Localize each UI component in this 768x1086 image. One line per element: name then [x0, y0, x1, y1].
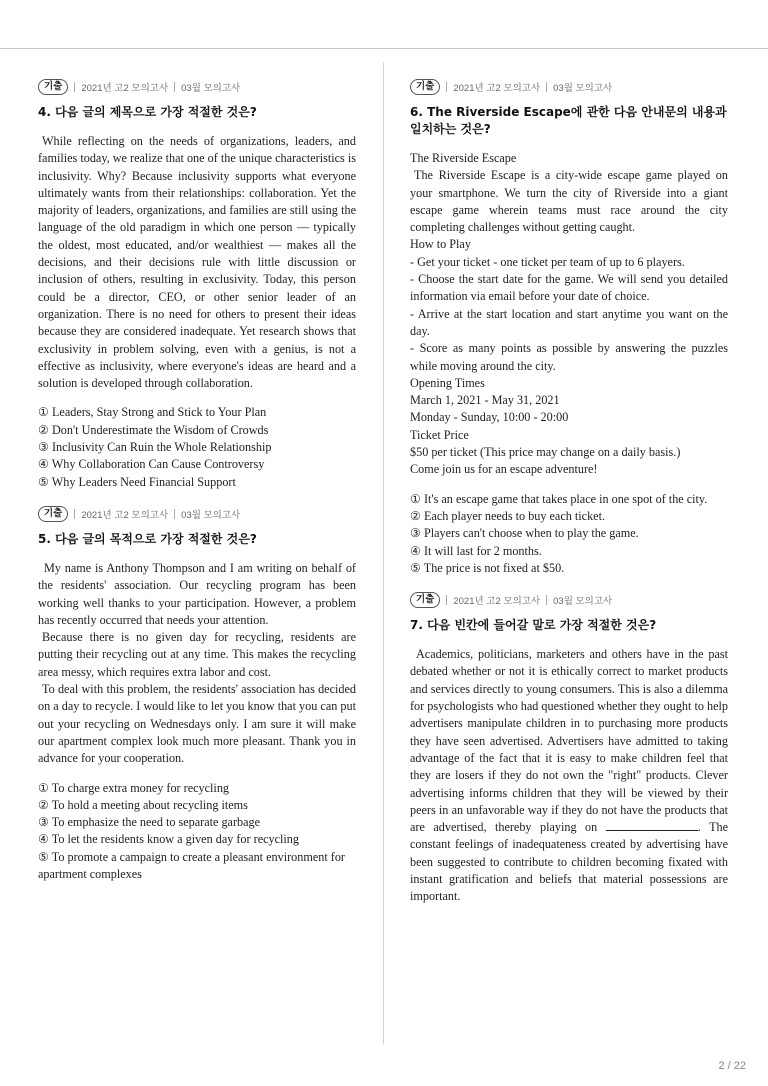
- meta-separator: [74, 82, 75, 92]
- option-1[interactable]: ① To charge extra money for recycling: [38, 780, 230, 795]
- how-to-play-item: - Score as many points as possible by answering the puzzles while moving around the city.: [410, 341, 728, 373]
- option-3[interactable]: ③ Players can't choose when to play the game.: [410, 526, 639, 541]
- question-title: 6. The Riverside Escape에 관한 다음 안내문의 내용과 일치하는 것은?: [410, 105, 727, 136]
- meta-separator: [74, 509, 75, 519]
- exam-year: 2021년 고2 모의고사: [81, 509, 169, 521]
- invitation-text: Come join us for an escape adventure!: [410, 462, 598, 477]
- meta-separator: [446, 595, 447, 605]
- question-meta: [410, 591, 728, 609]
- option-2[interactable]: ② Don't Underestimate the Wisdom of Crowds: [38, 422, 269, 437]
- question-meta: [410, 78, 728, 96]
- ticket-price-heading: Ticket Price: [410, 427, 469, 442]
- question-6: [410, 78, 728, 577]
- question-meta: [38, 78, 356, 96]
- option-4[interactable]: ④ To let the residents know a given day for recycling: [38, 832, 299, 847]
- exam-year: 2021년 고2 모의고사: [81, 83, 169, 94]
- option-4[interactable]: ④ Why Collaboration Can Cause Controversy: [38, 457, 265, 472]
- option-2[interactable]: ② Each player needs to buy each ticket.: [410, 508, 606, 523]
- option-3[interactable]: ③ To emphasize the need to separate garbage: [38, 815, 261, 830]
- option-4[interactable]: ④ It will last for 2 months.: [410, 543, 542, 558]
- left-column: [38, 78, 356, 897]
- question-title: 7. 다음 빈칸에 들어갈 말로 가장 적절한 것은?: [410, 618, 657, 633]
- how-to-play-item: - Choose the start date for the game. We will send you detailed information via email before your date of choice.: [410, 272, 728, 304]
- opening-hours: Monday - Sunday, 10:00 - 20:00: [410, 410, 569, 425]
- notice-heading: The Riverside Escape: [410, 151, 517, 165]
- question-7: [410, 591, 728, 905]
- source-badge: 기출: [410, 79, 440, 95]
- how-to-play-item: - Get your ticket - one ticket per team of up to 6 players.: [410, 254, 685, 269]
- meta-separator: [174, 509, 175, 519]
- opening-dates: March 1, 2021 - May 31, 2021: [410, 393, 560, 408]
- passage-paragraph-2: Because there is no given day for recycling, residents are putting their recycling out at any time. This makes the recycling area messy, which requires extra labor and cost.: [38, 630, 356, 679]
- passage-before-blank: Academics, politicians, marketers and others have in the past debated whether or not it is ethically correct to market products and services directly to young consumers. This is also a dilemma for psychologists who had questioned whether they ought to help advertisers manipulate children in to purchasing more products they have seen advertised. Advertisers have admitted to taking advantage of the fact that it is easy to make children feel that they are losers if they do not own the "right" products. Clever advertising informs children that they will be viewed by their peers in an unfavorable way if they do not have the products that are advertised, thereby playing on: [410, 647, 728, 835]
- question-title: 4. 다음 글의 제목으로 가장 적절한 것은?: [38, 105, 257, 119]
- meta-separator: [546, 82, 547, 92]
- exam-month: 03월 모의고사: [181, 83, 241, 94]
- how-to-play-heading: How to Play: [410, 237, 471, 252]
- passage-paragraph-3: To deal with this problem, the residents' association has decided on a day to recycle. I would like to let you know that you can put out your recycling on Wednesdays only. I am sure it will make our apartment complex look much more pleasant. Thank you in advance for your cooperation.: [38, 682, 356, 766]
- question-5: [38, 505, 356, 883]
- passage: [410, 646, 728, 905]
- option-5[interactable]: ⑤ To promote a campaign to create a pleasant environment for apartment complexes: [38, 849, 345, 881]
- options-list: [38, 404, 356, 490]
- meta-separator: [174, 82, 175, 92]
- answer-blank: [606, 820, 698, 831]
- source-badge: 기출: [38, 506, 68, 522]
- meta-separator: [546, 595, 547, 605]
- question-4: [38, 78, 356, 491]
- source-badge: 기출: [38, 79, 68, 95]
- exam-month: 03월 모의고사: [553, 596, 613, 608]
- option-3[interactable]: ③ Inclusivity Can Ruin the Whole Relationship: [38, 440, 272, 455]
- opening-times-heading: Opening Times: [410, 375, 485, 390]
- exam-year: 2021년 고2 모의고사: [453, 83, 541, 94]
- passage-after-blank: . The constant feelings of inadequateness created by advertising have been suggested to contribute to children becoming fixated with instant gratification and beliefs that material possessions are important.: [410, 820, 729, 904]
- column-divider: [383, 62, 384, 1044]
- options-list: [38, 780, 356, 884]
- meta-separator: [446, 82, 447, 92]
- option-1[interactable]: ① Leaders, Stay Strong and Stick to Your Plan: [38, 405, 267, 420]
- right-column: [410, 78, 728, 920]
- question-meta: [38, 505, 356, 523]
- exam-month: 03월 모의고사: [553, 83, 613, 94]
- options-list: [410, 491, 728, 577]
- source-badge: 기출: [410, 592, 440, 608]
- passage: While reflecting on the needs of organizations, leaders, and families today, we realize that one of the unique characteristics is inclusivity. Why? Because inclusivity supports what everyone ultimately wants from their relationships: collaboration. Yet the majority of leaders, organizations, and families are still using the language of the old paradigm in which one person — typically the oldest, most educated, and/or wealthiest — makes all the decisions, and their decisions rule with little discussion or inclusion of others, resulting in exclusivity. Today, this person could be a director, CEO, or other senior leader of an organization. There is no need for others to present their ideas because they are considered inadequate. Yet research shows that exclusivity in problem solving, even with a genius, is not a effective as inclusivity, where everyone's ideas are heard and a solution is developed through collaboration.: [38, 134, 356, 391]
- notice-intro: The Riverside Escape is a city-wide escape game played on your smartphone. We turn the city of Riverside into a giant escape game wherein teams must race around the city completing challenges without getting caught.: [410, 168, 728, 235]
- how-to-play-item: - Arrive at the start location and start anytime you want on the day.: [410, 306, 728, 338]
- header-divider: [0, 48, 768, 49]
- page-number: 2 / 22: [718, 1060, 746, 1072]
- option-1[interactable]: ① It's an escape game that takes place in one spot of the city.: [410, 491, 708, 506]
- option-2[interactable]: ② To hold a meeting about recycling items: [38, 797, 248, 812]
- option-5[interactable]: ⑤ The price is not fixed at $50.: [410, 560, 565, 575]
- question-title: 5. 다음 글의 목적으로 가장 적절한 것은?: [38, 531, 257, 546]
- ticket-price: $50 per ticket (This price may change on a daily basis.): [410, 445, 681, 460]
- option-5[interactable]: ⑤ Why Leaders Need Financial Support: [38, 474, 236, 489]
- exam-month: 03월 모의고사: [181, 509, 241, 521]
- passage-paragraph-1: My name is Anthony Thompson and I am writing on behalf of the residents' association. Our recycling program has been working well thanks to your participation. However, a problem has recently occurred that needs your attention.: [38, 560, 356, 627]
- exam-year: 2021년 고2 모의고사: [453, 596, 541, 608]
